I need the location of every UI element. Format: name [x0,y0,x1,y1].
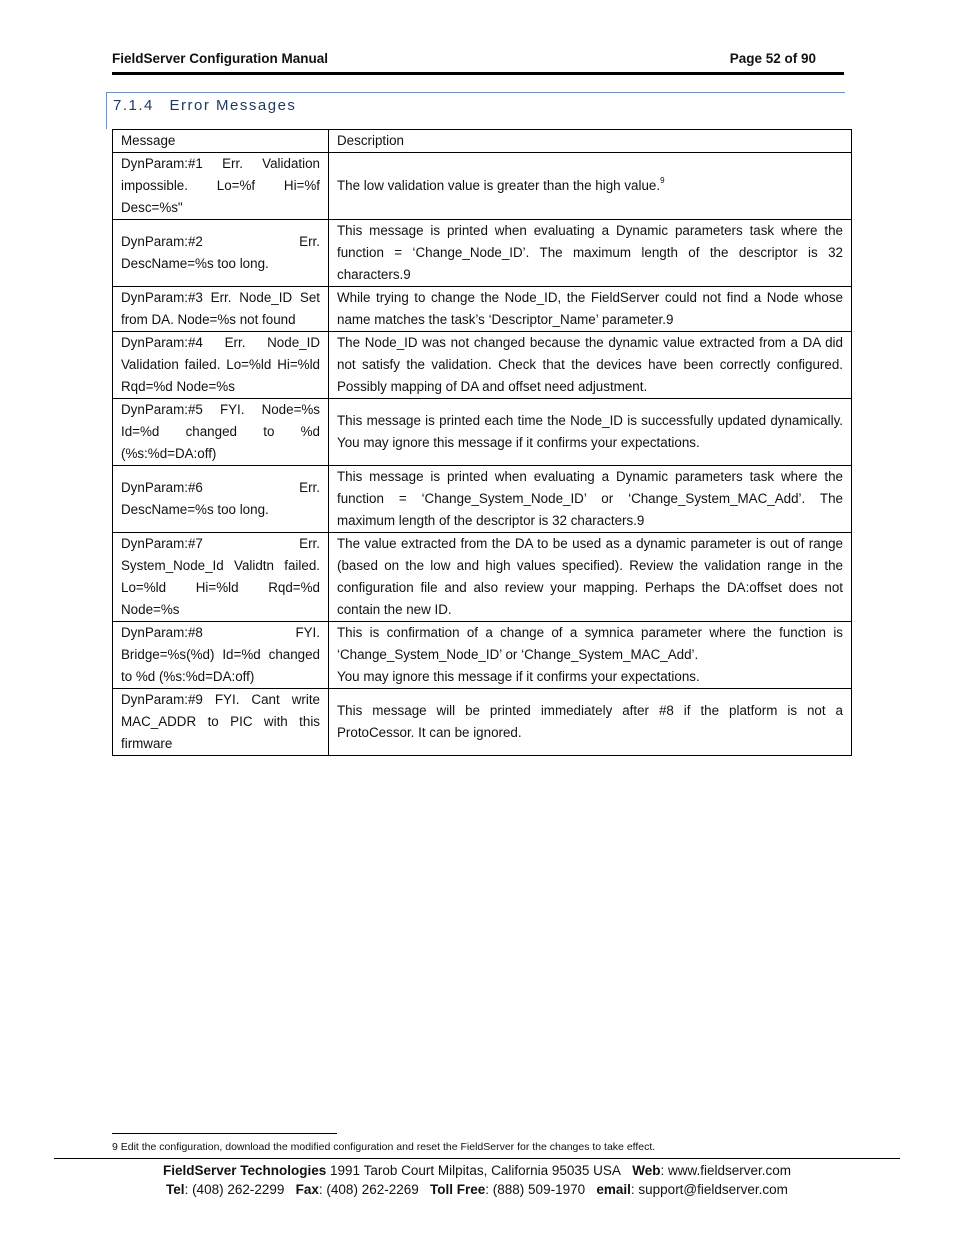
table-row [113,689,852,756]
footer-tel-label: Tel [166,1182,185,1197]
footer-fax-label: Fax [295,1182,319,1197]
description-cell: The value extracted from the DA to be used as a dynamic parameter is out of range (based on the low and high values specified). Review the validation range in the configuration file and also review your mapping. Perhaps the DA:offset does not contain the new ID. [329,533,852,622]
manual-title: FieldServer Configuration Manual [112,51,329,66]
message-cell: DynParam:#2 Err. DescName=%s too long. [113,220,329,287]
footer-web-label: Web [632,1163,661,1178]
footer-tel: : (408) 262-2299 [184,1182,285,1197]
message-cell: DynParam:#7 Err. System_Node_Id Validtn failed. Lo=%ld Hi=%ld Rqd=%d Node=%s [113,533,329,622]
section-number: 7.1.4 [113,97,154,114]
description-note: You may ignore this message if it confirms your expectations. [337,669,700,684]
table-row [113,220,852,287]
description-cell [329,622,852,689]
description-cell: This message is printed when evaluating a Dynamic parameters task where the function = ‘Change_System_Node_ID’ or ‘Change_System_MAC_Add’. The maximum length of the descriptor is 32 characters.9 [329,466,852,533]
footer-line-2 [0,1182,954,1197]
error-messages-table [112,129,852,756]
description-cell: This message will be printed immediately after #8 if the platform is not a ProtoCessor. It can be ignored. [329,689,852,756]
table-row [113,332,852,399]
table-row [113,622,852,689]
footer-email[interactable]: : support@fieldserver.com [630,1182,788,1197]
page-number: Page 52 of 90 [729,51,816,66]
page-header [112,50,844,75]
table-row [113,287,852,332]
table-row [113,533,852,622]
message-cell: DynParam:#5 FYI. Node=%s Id=%d changed to %d (%s:%d=DA:off) [113,399,329,466]
message-cell: DynParam:#8 FYI. Bridge=%s(%d) Id=%d changed to %d (%s:%d=DA:off) [113,622,329,689]
footnote-ref: 9 [660,176,665,185]
footer-email-label: email [596,1182,631,1197]
description-cell [329,153,852,220]
description-cell: This message is printed when evaluating a Dynamic parameters task where the function = ‘Change_Node_ID’. The maximum length of the descriptor is 32 characters.9 [329,220,852,287]
table-row [113,466,852,533]
section-heading [113,97,296,114]
message-cell: DynParam:#3 Err. Node_ID Set from DA. Node=%s not found [113,287,329,332]
footer-fax: : (408) 262-2269 [318,1182,419,1197]
footer-web[interactable]: : www.fieldserver.com [660,1163,792,1178]
description-cell: The Node_ID was not changed because the dynamic value extracted from a DA did not satisfy the validation. Check that the devices have been correctly configured. Possibly mapping of DA and offset need adjustment. [329,332,852,399]
message-cell: DynParam:#4 Err. Node_ID Validation failed. Lo=%ld Hi=%ld Rqd=%d Node=%s [113,332,329,399]
footnote: 9 Edit the configuration, download the modified configuration and reset the FieldServer for the changes to take effect. [112,1141,656,1153]
message-cell: DynParam:#1 Err. Validation impossible. Lo=%f Hi=%f Desc=%s" [113,153,329,220]
message-cell: DynParam:#9 FYI. Cant write MAC_ADDR to PIC with this firmware [113,689,329,756]
table-row [113,153,852,220]
column-header-message: Message [113,130,329,153]
footnote-separator [112,1133,337,1134]
footer-separator [54,1158,900,1159]
footer-company: FieldServer Technologies [162,1163,327,1178]
table-row [113,399,852,466]
table-header-row [113,130,852,153]
description-text: This is confirmation of a change of a symnica parameter where the function is ‘Change_System_Node_ID’ or ‘Change_System_MAC_Add’. [337,625,843,662]
section-title: Error Messages [169,97,297,114]
column-header-description: Description [329,130,852,153]
footer-tollfree-label: Toll Free [430,1182,486,1197]
footer-address: 1991 Tarob Court Milpitas, California 95035 USA [326,1163,621,1178]
message-cell: DynParam:#6 Err. DescName=%s too long. [113,466,329,533]
description-text: The low validation value is greater than the high value. [337,178,661,193]
description-cell: While trying to change the Node_ID, the FieldServer could not find a Node whose name matches the task’s ‘Descriptor_Name’ parameter.9 [329,287,852,332]
description-cell: This message is printed each time the Node_ID is successfully updated dynamically. You may ignore this message if it confirms your expectations. [329,399,852,466]
footer-line-1 [0,1163,954,1178]
footer-tollfree: : (888) 509-1970 [485,1182,586,1197]
